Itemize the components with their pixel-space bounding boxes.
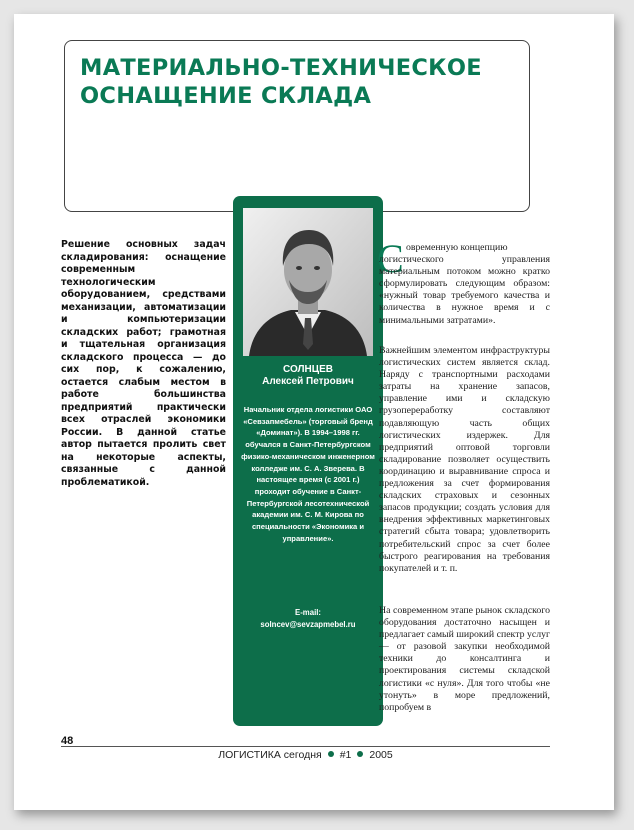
body-paragraph-1 (379, 242, 550, 327)
issue-year: 2005 (369, 749, 393, 761)
body-paragraph-2: Важнейшим элементом инфраструктуры логистических систем является склад. Наряду с транспортными расходами затраты на хранение запасов, управление ими и складскую грузопереработку составляют подавляющую часть общих логистических издержек. Для предприятий оптовой торговли складирование позволяет осуществить координацию и выравнивание спроса и предложения за счет формирования складских страховых и сезонных запасов продукции; создать условия для внедрения эффективных маркетинговых стратегий сбыта товара; удовлетворить потребительский спрос за счет более быстрого реагирования на требования покупателей и т. п. (379, 345, 550, 574)
article-title (80, 54, 520, 110)
page-number: 48 (61, 735, 74, 747)
email-label: E-mail: (295, 608, 321, 617)
body-paragraph-3: На современном этапе рынок складского оборудования достаточно насыщен и предлагает самый широкий спектр услуг — от разовой закупки необходимой техники до консалтинга и проектирования системы складской логистики «с нуля». Для того чтобы «не утонуть» в море предложений, попробуем в (379, 605, 550, 713)
bullet-icon (328, 751, 334, 757)
magazine-name: ЛОГИСТИКА сегодня (218, 749, 322, 761)
author-photo (243, 208, 373, 356)
page-footer (61, 749, 550, 762)
author-email[interactable]: solncev@sevzapmebel.ru (260, 620, 356, 629)
title-line-1: МАТЕРИАЛЬНО-ТЕХНИЧЕСКОЕ (80, 55, 482, 81)
body-paragraph-1-rest: логистического управления материальным потоком можно кратко сформулировать следующим образом: «нужный товар требуемого качества и количества в нужное время и с минимальными затратами». (379, 254, 550, 326)
author-surname: СОЛНЦЕВ (283, 364, 333, 375)
issue-number: #1 (339, 749, 352, 761)
author-given-name: Алексей Петрович (262, 376, 354, 387)
author-panel (233, 196, 383, 726)
drop-cap: С (377, 236, 404, 281)
title-line-2: ОСНАЩЕНИЕ СКЛАДА (80, 83, 372, 109)
footer-rule (61, 746, 550, 747)
author-bio: Начальник отдела логистики ОАО «Севзапмебель» (торговый бренд «Доминат»). В 1994–1998 гг. обучался в Санкт-Петербургском физико-механическом инженерном колледже им. С. А. Зверева. В настоящее время (с 2001 г.) проходит обучение в Санкт-Петербургской лесотехнической академии им. С. М. Кирова по специальности «Экономика и управление». (241, 405, 375, 543)
bullet-icon (357, 751, 363, 757)
author-name (233, 364, 383, 388)
body-paragraph-1-first-line: овременную концепцию (406, 242, 508, 253)
article-lead: Решение основных задач складирования: оснащение современным технологическим оборудованием, средствами механизации, автоматизации и компьютеризации складских работ; грамотная и тщательная организация складского процесса — до сих пор, к сожалению, остается слабым местом в работе большинства предприятий практически всех отраслей экономики России. В данной статье автор пытается пролить свет на некоторые аспекты, связанные с данной проблематикой. (61, 239, 226, 488)
